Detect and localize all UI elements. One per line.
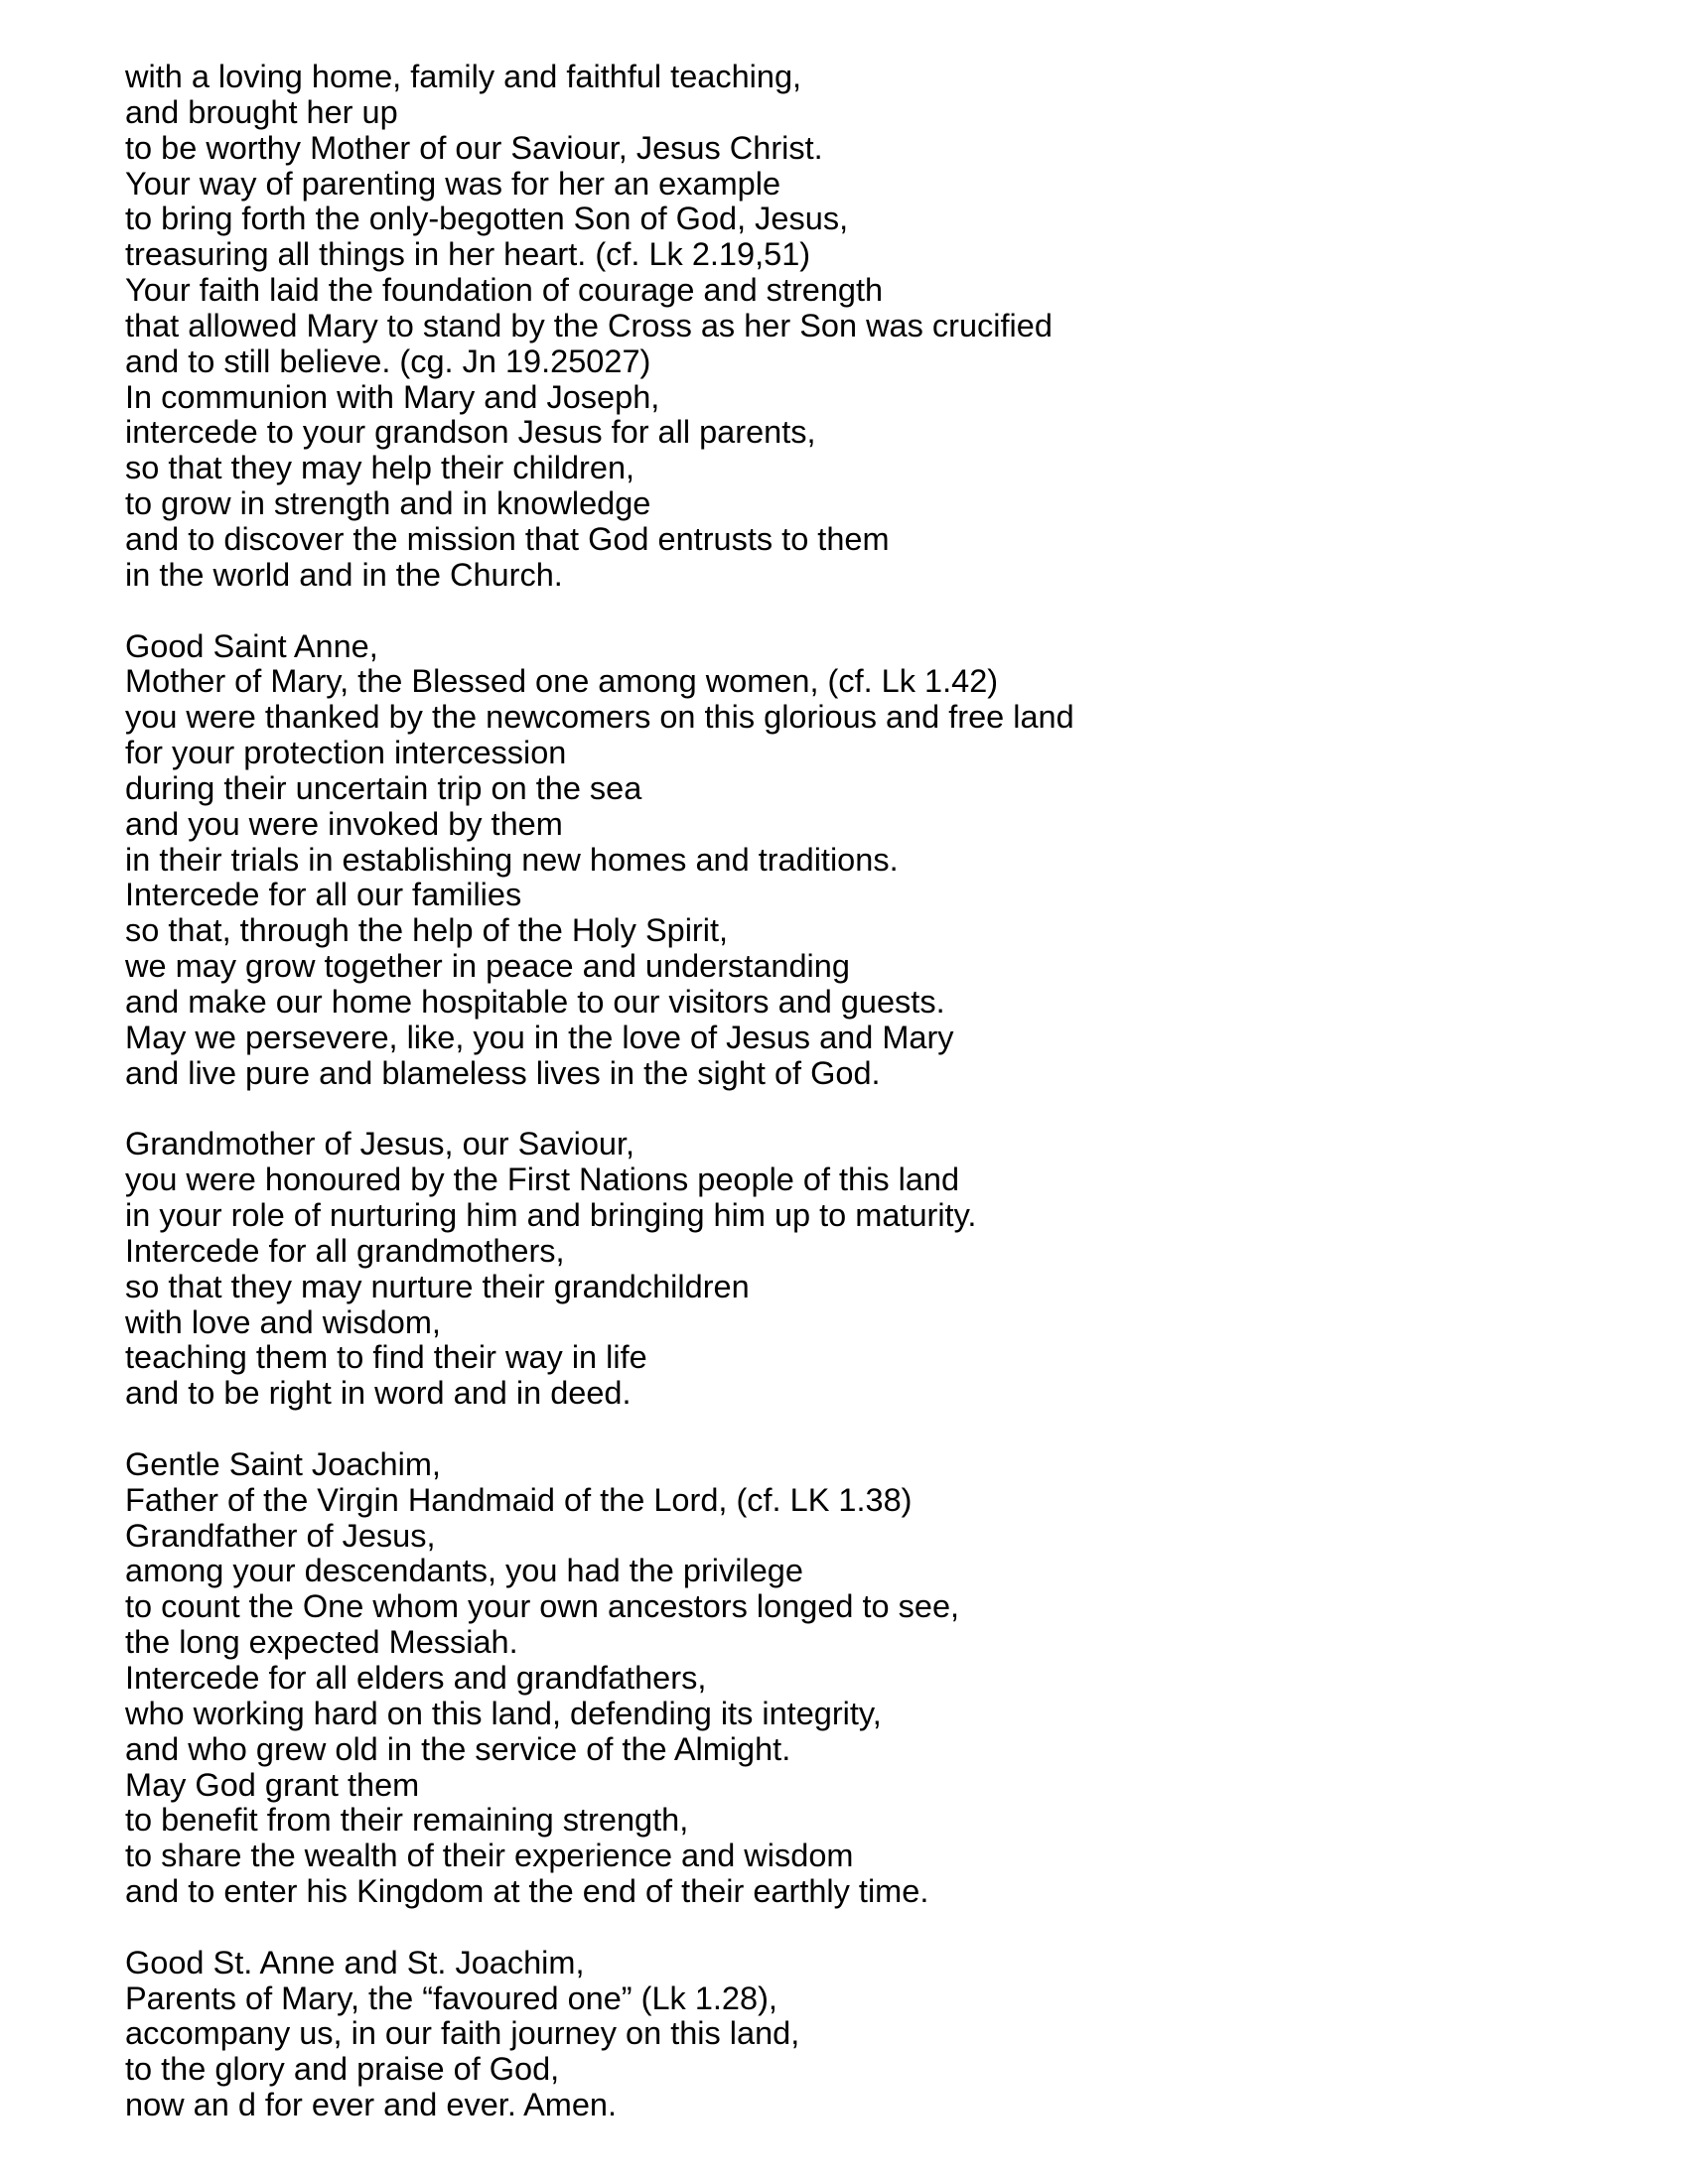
stanza-5 bbox=[125, 1946, 1595, 2123]
text-line: and who grew old in the service of the Almight. bbox=[125, 1730, 791, 1767]
text-line: Intercede for all grandmothers, bbox=[125, 1232, 565, 1269]
text-line: treasuring all things in her heart. (cf. Lk 2.19,51) bbox=[125, 236, 811, 273]
text-line: and you were invoked by them bbox=[125, 805, 563, 842]
stanza-4 bbox=[125, 1447, 1595, 1910]
text-line: the long expected Messiah. bbox=[125, 1624, 518, 1661]
text-line: Grandfather of Jesus, bbox=[125, 1517, 436, 1554]
text-line: to grow in strength and in knowledge bbox=[125, 485, 651, 522]
text-line: May God grant them bbox=[125, 1766, 420, 1803]
text-line: and to enter his Kingdom at the end of their earthly time. bbox=[125, 1873, 929, 1910]
text-line: to share the wealth of their experience and wisdom bbox=[125, 1838, 854, 1874]
text-line: to benefit from their remaining strength, bbox=[125, 1802, 689, 1839]
text-line: and live pure and blameless lives in the sight of God. bbox=[125, 1054, 881, 1091]
text-line: and to discover the mission that God entrusts to them bbox=[125, 520, 890, 557]
text-line: that allowed Mary to stand by the Cross as her Son was crucified bbox=[125, 307, 1053, 343]
text-line: and to still believe. (cg. Jn 19.25027) bbox=[125, 342, 651, 379]
text-line: Father of the Virgin Handmaid of the Lord, (cf. LK 1.38) bbox=[125, 1481, 913, 1518]
text-line: so that they may nurture their grandchildren bbox=[125, 1268, 750, 1304]
text-line: with love and wisdom, bbox=[125, 1303, 441, 1340]
text-line: in the world and in the Church. bbox=[125, 556, 563, 593]
text-line: In communion with Mary and Joseph, bbox=[125, 378, 660, 415]
text-line: Mother of Mary, the Blessed one among women, (cf. Lk 1.42) bbox=[125, 663, 999, 700]
text-line: intercede to your grandson Jesus for all parents, bbox=[125, 414, 816, 451]
stanza-1 bbox=[125, 60, 1595, 594]
text-line: to be worthy Mother of our Saviour, Jesus Christ. bbox=[125, 129, 823, 166]
text-line: you were honoured by the First Nations people of this land bbox=[125, 1161, 960, 1198]
text-line: for your protection intercession bbox=[125, 735, 567, 771]
text-line: in their trials in establishing new homes and traditions. bbox=[125, 841, 899, 878]
text-line: during their uncertain trip on the sea bbox=[125, 769, 642, 806]
text-line: May we persevere, like, you in the love of Jesus and Mary bbox=[125, 1019, 954, 1055]
prayer-text bbox=[125, 60, 1595, 2159]
text-line: to the glory and praise of God, bbox=[125, 2051, 560, 2088]
text-line: in your role of nurturing him and bringing him up to maturity. bbox=[125, 1197, 977, 1233]
text-line: Good Saint Anne, bbox=[125, 627, 378, 664]
text-line: Grandmother of Jesus, our Saviour, bbox=[125, 1126, 635, 1162]
text-line: teaching them to find their way in life bbox=[125, 1339, 647, 1376]
text-line: Your way of parenting was for her an example bbox=[125, 165, 781, 202]
text-line: Parents of Mary, the “favoured one” (Lk 1.28), bbox=[125, 1979, 777, 2016]
text-line: among your descendants, you had the privilege bbox=[125, 1553, 803, 1589]
text-line: with a loving home, family and faithful teaching, bbox=[125, 59, 802, 94]
text-line: and to be right in word and in deed. bbox=[125, 1375, 632, 1412]
text-line: to bring forth the only-begotten Son of God, Jesus, bbox=[125, 201, 849, 237]
text-line: Your faith laid the foundation of courage and strength bbox=[125, 272, 884, 309]
text-line: we may grow together in peace and understanding bbox=[125, 948, 850, 985]
text-line: who working hard on this land, defending its integrity, bbox=[125, 1695, 882, 1731]
stanza-2 bbox=[125, 629, 1595, 1092]
text-line: Intercede for all our families bbox=[125, 877, 522, 913]
text-line: accompany us, in our faith journey on this land, bbox=[125, 2015, 800, 2052]
text-line: Gentle Saint Joachim, bbox=[125, 1445, 441, 1482]
text-line: Intercede for all elders and grandfathers, bbox=[125, 1659, 707, 1696]
text-line: now an d for ever and ever. Amen. bbox=[125, 2087, 618, 2123]
text-line: to count the One whom your own ancestors longed to see, bbox=[125, 1588, 960, 1625]
stanza-3 bbox=[125, 1127, 1595, 1412]
text-line: you were thanked by the newcomers on this glorious and free land bbox=[125, 699, 1074, 736]
text-line: so that they may help their children, bbox=[125, 450, 635, 486]
text-line: and make our home hospitable to our visitors and guests. bbox=[125, 983, 945, 1020]
text-line: so that, through the help of the Holy Spirit, bbox=[125, 912, 729, 949]
text-line: Good St. Anne and St. Joachim, bbox=[125, 1944, 585, 1980]
text-line: and brought her up bbox=[125, 93, 398, 130]
